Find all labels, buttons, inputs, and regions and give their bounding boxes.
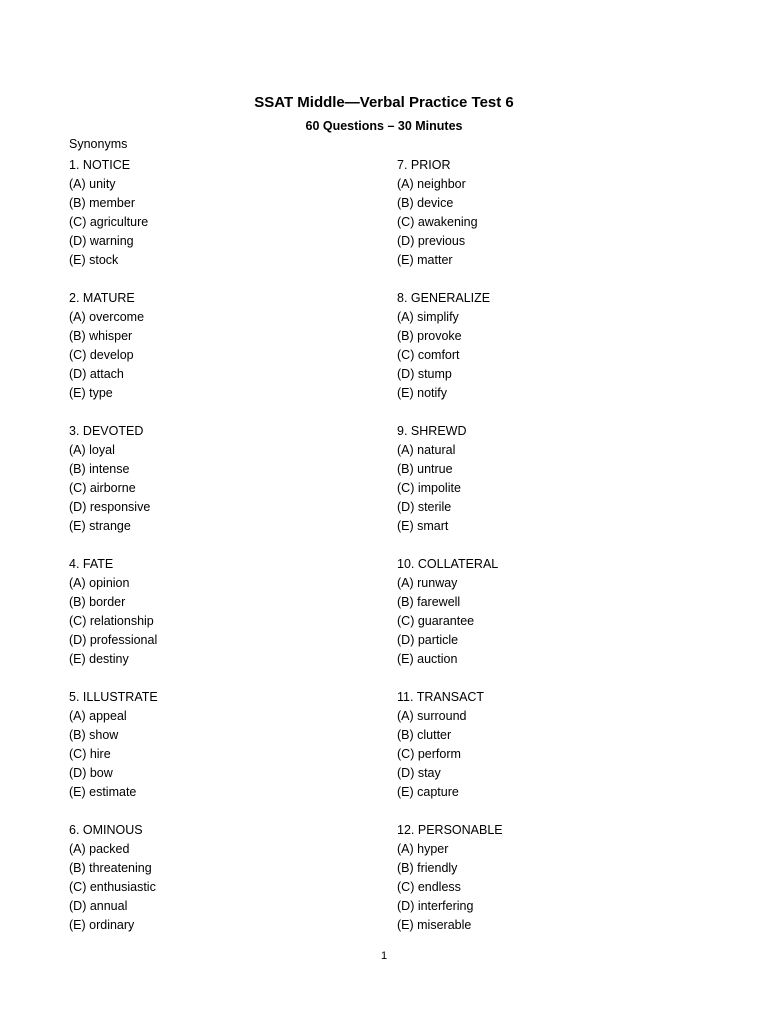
questions-right-column [397, 156, 503, 954]
answer-choice: (E) auction [397, 652, 458, 666]
question-prompt [397, 555, 503, 574]
answer-choice: (E) strange [69, 519, 131, 533]
question-prompt [69, 156, 158, 175]
question-word: NOTICE [82, 158, 131, 172]
question-prompt [397, 289, 503, 308]
question-prompt [69, 289, 158, 308]
answer-choice: (C) impolite [397, 481, 461, 495]
answer-choice: (E) ordinary [69, 918, 135, 932]
question-block [69, 821, 158, 954]
answer-choice: (E) smart [397, 519, 449, 533]
question-prompt [69, 821, 158, 840]
answer-choice: (D) sterile [397, 500, 452, 514]
answer-choice: (E) estimate [69, 785, 137, 799]
question-prompt [397, 821, 503, 840]
answer-choice: (D) professional [69, 633, 158, 647]
answer-choice: (B) farewell [397, 595, 461, 609]
answer-choice: (A) packed [69, 842, 130, 856]
question-prompt [69, 555, 158, 574]
answer-choice: (C) relationship [69, 614, 154, 628]
answer-choice: (B) show [69, 728, 119, 742]
answer-choice: (C) guarantee [397, 614, 475, 628]
answer-choice: (A) neighbor [397, 177, 466, 191]
question-prompt [397, 156, 503, 175]
question-number: 4. [69, 557, 80, 571]
question-block [397, 156, 503, 289]
answer-choice: (A) surround [397, 709, 467, 723]
answer-choice: (D) stump [397, 367, 452, 381]
question-block [69, 422, 158, 555]
answer-choice: (A) runway [397, 576, 458, 590]
question-block [69, 688, 158, 821]
answer-choice: (A) loyal [69, 443, 115, 457]
answer-choice: (C) comfort [397, 348, 460, 362]
answer-choice: (A) unity [69, 177, 116, 191]
answer-choice: (C) airborne [69, 481, 136, 495]
answer-choice: (D) bow [69, 766, 113, 780]
question-word: MATURE [82, 291, 135, 305]
answer-choice: (D) stay [397, 766, 441, 780]
answer-choice: (E) destiny [69, 652, 129, 666]
section-label: Synonyms [69, 137, 128, 151]
question-number: 9. [397, 424, 408, 438]
question-block [397, 821, 503, 954]
question-word: ILLUSTRATE [82, 690, 158, 704]
question-number: 7. [397, 158, 408, 172]
question-word: SHREWD [410, 424, 467, 438]
answer-choice: (B) threatening [69, 861, 152, 875]
question-block [69, 289, 158, 422]
answer-choice: (B) device [397, 196, 454, 210]
questions-left-column [69, 156, 158, 954]
question-word: DEVOTED [82, 424, 144, 438]
question-number: 3. [69, 424, 80, 438]
page-number: 1 [380, 950, 388, 962]
answer-choice: (B) clutter [397, 728, 452, 742]
answer-choice: (E) matter [397, 253, 453, 267]
answer-choice: (C) awakening [397, 215, 478, 229]
answer-choice: (C) hire [69, 747, 111, 761]
question-block [397, 688, 503, 821]
answer-choice: (B) whisper [69, 329, 133, 343]
question-word: GENERALIZE [410, 291, 491, 305]
answer-choice: (A) hyper [397, 842, 449, 856]
answer-choice: (D) attach [69, 367, 124, 381]
answer-choice: (D) interfering [397, 899, 474, 913]
question-block [69, 156, 158, 289]
question-number: 11. [397, 690, 414, 704]
answer-choice: (C) enthusiastic [69, 880, 156, 894]
question-block [397, 422, 503, 555]
answer-choice: (A) simplify [397, 310, 459, 324]
answer-choice: (A) opinion [69, 576, 130, 590]
question-word: OMINOUS [82, 823, 143, 837]
question-number: 1. [69, 158, 80, 172]
answer-choice: (A) appeal [69, 709, 127, 723]
question-block [397, 555, 503, 688]
answer-choice: (D) particle [397, 633, 459, 647]
question-block [69, 555, 158, 688]
answer-choice: (B) member [69, 196, 135, 210]
answer-choice: (B) border [69, 595, 126, 609]
question-number: 2. [69, 291, 80, 305]
question-prompt [397, 688, 503, 707]
answer-choice: (A) overcome [69, 310, 145, 324]
question-word: FATE [82, 557, 114, 571]
answer-choice: (C) agriculture [69, 215, 149, 229]
answer-choice: (B) untrue [397, 462, 453, 476]
question-word: PERSONABLE [417, 823, 503, 837]
page-title: SSAT Middle—Verbal Practice Test 6 [254, 94, 514, 111]
question-number: 5. [69, 690, 80, 704]
answer-choice: (B) intense [69, 462, 130, 476]
answer-choice: (E) miserable [397, 918, 472, 932]
question-word: TRANSACT [416, 690, 485, 704]
answer-choice: (C) develop [69, 348, 134, 362]
answer-choice: (C) endless [397, 880, 461, 894]
answer-choice: (C) perform [397, 747, 461, 761]
answer-choice: (E) capture [397, 785, 459, 799]
answer-choice: (D) annual [69, 899, 128, 913]
question-word: COLLATERAL [417, 557, 499, 571]
answer-choice: (B) provoke [397, 329, 462, 343]
answer-choice: (D) responsive [69, 500, 151, 514]
question-word: PRIOR [410, 158, 451, 172]
answer-choice: (D) warning [69, 234, 134, 248]
question-block [397, 289, 503, 422]
page-subtitle: 60 Questions – 30 Minutes [305, 119, 463, 133]
answer-choice: (D) previous [397, 234, 466, 248]
question-prompt [69, 422, 158, 441]
answer-choice: (B) friendly [397, 861, 458, 875]
question-number: 8. [397, 291, 408, 305]
answer-choice: (E) stock [69, 253, 119, 267]
question-number: 6. [69, 823, 80, 837]
question-number: 10. [397, 557, 415, 571]
answer-choice: (E) type [69, 386, 113, 400]
question-prompt [397, 422, 503, 441]
question-prompt [69, 688, 158, 707]
answer-choice: (A) natural [397, 443, 456, 457]
answer-choice: (E) notify [397, 386, 448, 400]
question-number: 12. [397, 823, 415, 837]
